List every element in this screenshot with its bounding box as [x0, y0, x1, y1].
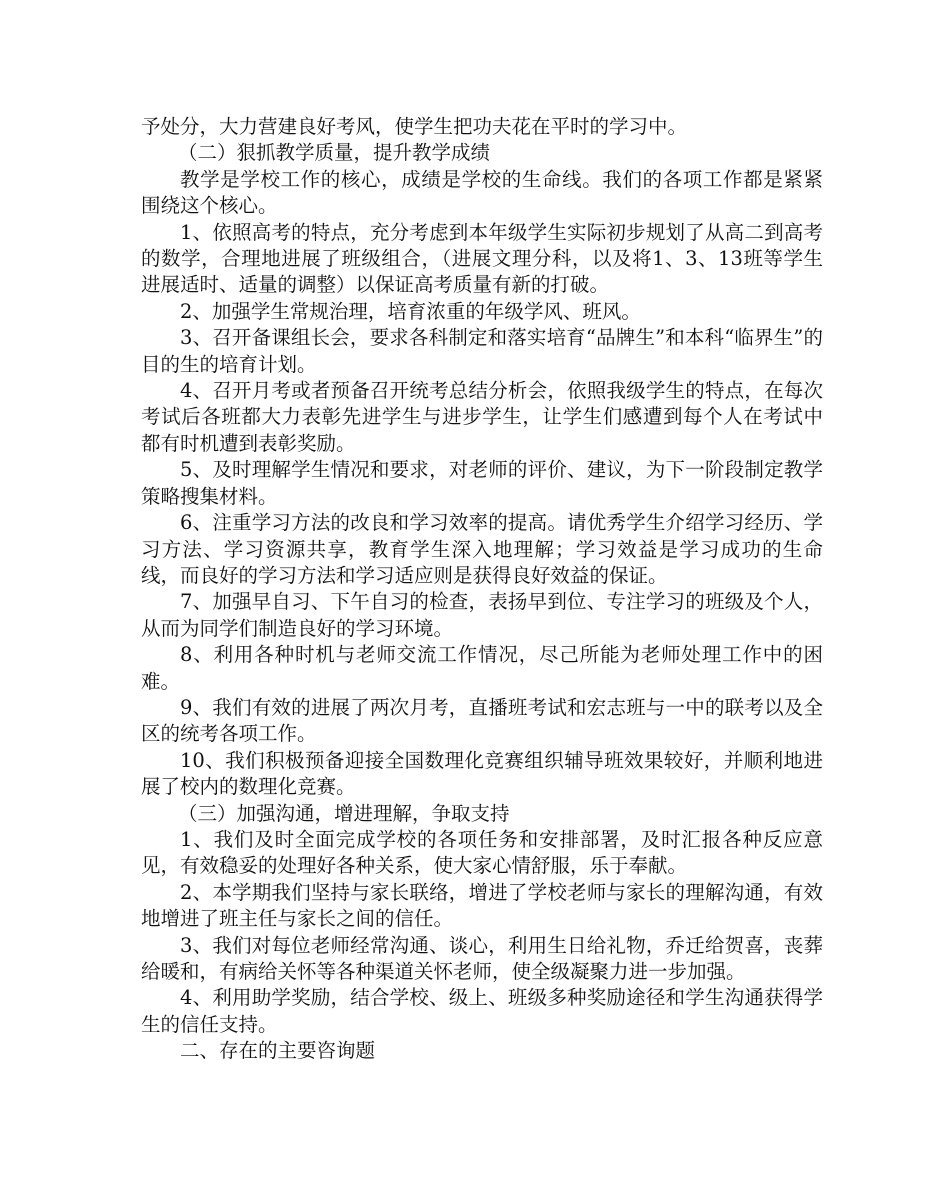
paragraph-intro: 教学是学校工作的核心，成绩是学校的生命线。我们的各项工作都是紧紧围绕这个核心。 [141, 167, 823, 218]
list-item-4: 4、召开月考或者预备召开统考总结分析会，依照我级学生的特点，在每次考试后各班都大力表彰先进学生与进步学生，让学生们感遭到每个人在考试中都有时机遭到表彰奖励。 [141, 379, 823, 455]
list-item-3-1: 1、我们及时全面完成学校的各项任务和安排部署，及时汇报各种反应意见，有效稳妥的处理好各种关系，使大家心情舒服，乐于奉献。 [141, 827, 823, 878]
list-item-10: 10、我们积极预备迎接全国数理化竞赛组织辅导班效果较好，并顺利地进展了校内的数理化竞赛。 [141, 748, 823, 799]
paragraph-continuation: 予处分，大力营建良好考风，使学生把功夫花在平时的学习中。 [141, 115, 688, 138]
section-heading-problems: 二、存在的主要咨询题 [180, 1039, 376, 1063]
list-item-6: 6、注重学习方法的改良和学习效率的提高。请优秀学生介绍学习经历、学习方法、学习资源共享，教育学生深入地理解；学习效益是学习成功的生命线，而良好的学习方法和学习适应则是获得良好效益的保证。 [141, 511, 823, 587]
section-heading-3: （三）加强沟通，增进理解，争取支持 [178, 801, 510, 825]
list-item-2: 2、加强学生常规治理，培育浓重的年级学风、班风。 [180, 299, 641, 323]
list-item-5: 5、及时理解学生情况和要求，对老师的评价、建议，为下一阶段制定教学策略搜集材料。 [141, 458, 823, 508]
list-item-7: 7、加强早自习、下午自习的检查，表扬早到位、专注学习的班级及个人，从而为同学们制造良好的学习环境。 [141, 590, 823, 640]
list-item-1: 1、依照高考的特点，充分考虑到本年级学生实际初步规划了从高二到高考的数学，合理地进展了班级组合，（进展文理分科，以及将1、3、13班等学生进展适时、适量的调整）以保证高考质量有新的打破。 [141, 220, 823, 297]
document-page [141, 114, 823, 1065]
list-item-3-2: 2、本学期我们坚持与家长联络，增进了学校老师与家长的理解沟通，有效地增进了班主任与家长之间的信任。 [141, 880, 823, 931]
list-item-3: 3、召开备课组长会，要求各科制定和落实培育“品牌生”和本科“临界生”的目的生的培育计划。 [141, 326, 823, 376]
list-item-9: 9、我们有效的进展了两次月考，直播班考试和宏志班与一中的联考以及全区的统考各项工作。 [141, 695, 823, 746]
list-item-3-4: 4、利用助学奖励，结合学校、级上、班级多种奖励途径和学生沟通获得学生的信任支持。 [141, 986, 823, 1036]
list-item-8: 8、利用各种时机与老师交流工作情况，尽己所能为老师处理工作中的困难。 [141, 643, 823, 693]
list-item-3-3: 3、我们对每位老师经常沟通、谈心，利用生日给礼物，乔迁给贺喜，丧葬给暖和，有病给关怀等各种渠道关怀老师，使全级凝聚力进一步加强。 [141, 933, 823, 983]
section-heading-2: （二）狠抓教学质量，提升教学成绩 [178, 141, 491, 165]
